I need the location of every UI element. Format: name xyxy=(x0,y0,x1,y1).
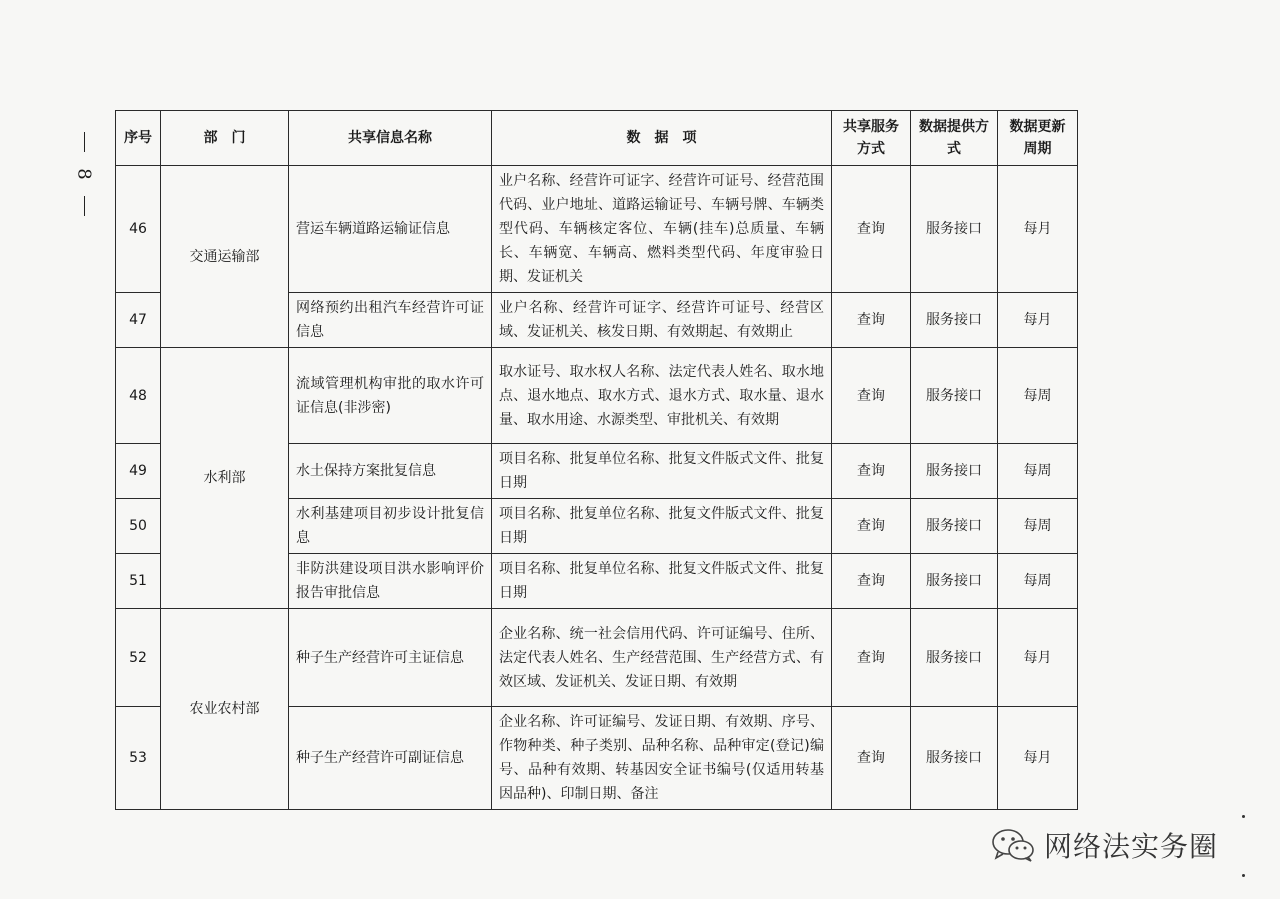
row-data-items: 项目名称、批复单位名称、批复文件版式文件、批复日期 xyxy=(492,554,832,609)
scan-speck xyxy=(1242,874,1245,877)
row-data-items: 企业名称、许可证编号、发证日期、有效期、序号、作物种类、种子类别、品种名称、品种审定(登记)编号、品种有效期、转基因安全证书编号(仅适用转基因品种)、印制日期、备注 xyxy=(492,707,832,810)
wechat-icon xyxy=(990,827,1036,863)
page-number-value: 8 xyxy=(73,168,95,180)
page-number-dash-bottom xyxy=(84,196,85,216)
row-info-name: 网络预约出租汽车经营许可证信息 xyxy=(289,293,492,348)
row-share-mode: 查询 xyxy=(832,293,911,348)
row-update-period: 每周 xyxy=(998,554,1078,609)
dept-cell: 农业农村部 xyxy=(161,609,289,810)
row-seq: 46 xyxy=(116,166,161,293)
row-share-mode: 查询 xyxy=(832,609,911,707)
row-provide-mode: 服务接口 xyxy=(911,348,998,444)
row-share-mode: 查询 xyxy=(832,499,911,554)
row-share-mode: 查询 xyxy=(832,554,911,609)
row-provide-mode: 服务接口 xyxy=(911,499,998,554)
row-seq: 50 xyxy=(116,499,161,554)
row-provide-mode: 服务接口 xyxy=(911,707,998,810)
row-seq: 48 xyxy=(116,348,161,444)
row-update-period: 每周 xyxy=(998,444,1078,499)
data-sharing-table xyxy=(115,110,1078,810)
dept-cell: 水利部 xyxy=(161,348,289,609)
row-data-items: 项目名称、批复单位名称、批复文件版式文件、批复日期 xyxy=(492,499,832,554)
row-info-name: 营运车辆道路运输证信息 xyxy=(289,166,492,293)
dept-cell: 交通运输部 xyxy=(161,166,289,348)
row-info-name: 水土保持方案批复信息 xyxy=(289,444,492,499)
row-info-name: 流域管理机构审批的取水许可证信息(非涉密) xyxy=(289,348,492,444)
row-update-period: 每月 xyxy=(998,707,1078,810)
row-seq: 49 xyxy=(116,444,161,499)
row-provide-mode: 服务接口 xyxy=(911,554,998,609)
row-share-mode: 查询 xyxy=(832,348,911,444)
table-row xyxy=(116,348,1078,444)
row-provide-mode: 服务接口 xyxy=(911,444,998,499)
scan-speck xyxy=(1242,815,1245,818)
row-update-period: 每月 xyxy=(998,293,1078,348)
header-dept: 部 门 xyxy=(161,111,289,166)
row-update-period: 每周 xyxy=(998,499,1078,554)
row-seq: 52 xyxy=(116,609,161,707)
row-share-mode: 查询 xyxy=(832,707,911,810)
row-data-items: 项目名称、批复单位名称、批复文件版式文件、批复日期 xyxy=(492,444,832,499)
table-header-row xyxy=(116,111,1078,166)
header-data-items: 数 据 项 xyxy=(492,111,832,166)
table-row xyxy=(116,609,1078,707)
row-seq: 47 xyxy=(116,293,161,348)
page-number-dash-top xyxy=(84,132,85,152)
row-data-items: 业户名称、经营许可证字、经营许可证号、经营范围代码、业户地址、道路运输证号、车辆号牌、车辆类型代码、车辆核定客位、车辆(挂车)总质量、车辆长、车辆宽、车辆高、燃料类型代码、年度审验日期、发证机关 xyxy=(492,166,832,293)
table-row xyxy=(116,166,1078,293)
row-provide-mode: 服务接口 xyxy=(911,166,998,293)
row-update-period: 每周 xyxy=(998,348,1078,444)
header-update-period: 数据更新周期 xyxy=(998,111,1078,166)
row-share-mode: 查询 xyxy=(832,444,911,499)
header-provide-mode: 数据提供方式 xyxy=(911,111,998,166)
row-seq: 51 xyxy=(116,554,161,609)
row-data-items: 取水证号、取水权人名称、法定代表人姓名、取水地点、退水地点、取水方式、退水方式、取水量、退水量、取水用途、水源类型、审批机关、有效期 xyxy=(492,348,832,444)
row-provide-mode: 服务接口 xyxy=(911,293,998,348)
row-share-mode: 查询 xyxy=(832,166,911,293)
row-seq: 53 xyxy=(116,707,161,810)
row-info-name: 水利基建项目初步设计批复信息 xyxy=(289,499,492,554)
row-info-name: 种子生产经营许可副证信息 xyxy=(289,707,492,810)
header-seq: 序号 xyxy=(116,111,161,166)
row-update-period: 每月 xyxy=(998,166,1078,293)
row-info-name: 种子生产经营许可主证信息 xyxy=(289,609,492,707)
row-data-items: 企业名称、统一社会信用代码、许可证编号、住所、法定代表人姓名、生产经营范围、生产经营方式、有效区域、发证机关、发证日期、有效期 xyxy=(492,609,832,707)
row-provide-mode: 服务接口 xyxy=(911,609,998,707)
row-update-period: 每月 xyxy=(998,609,1078,707)
header-share-mode: 共享服务方式 xyxy=(832,111,911,166)
page-number xyxy=(64,132,104,216)
row-data-items: 业户名称、经营许可证字、经营许可证号、经营区域、发证机关、核发日期、有效期起、有效期止 xyxy=(492,293,832,348)
header-info-name: 共享信息名称 xyxy=(289,111,492,166)
watermark xyxy=(990,822,1250,868)
watermark-text: 网络法实务圈 xyxy=(1044,830,1219,863)
row-info-name: 非防洪建设项目洪水影响评价报告审批信息 xyxy=(289,554,492,609)
